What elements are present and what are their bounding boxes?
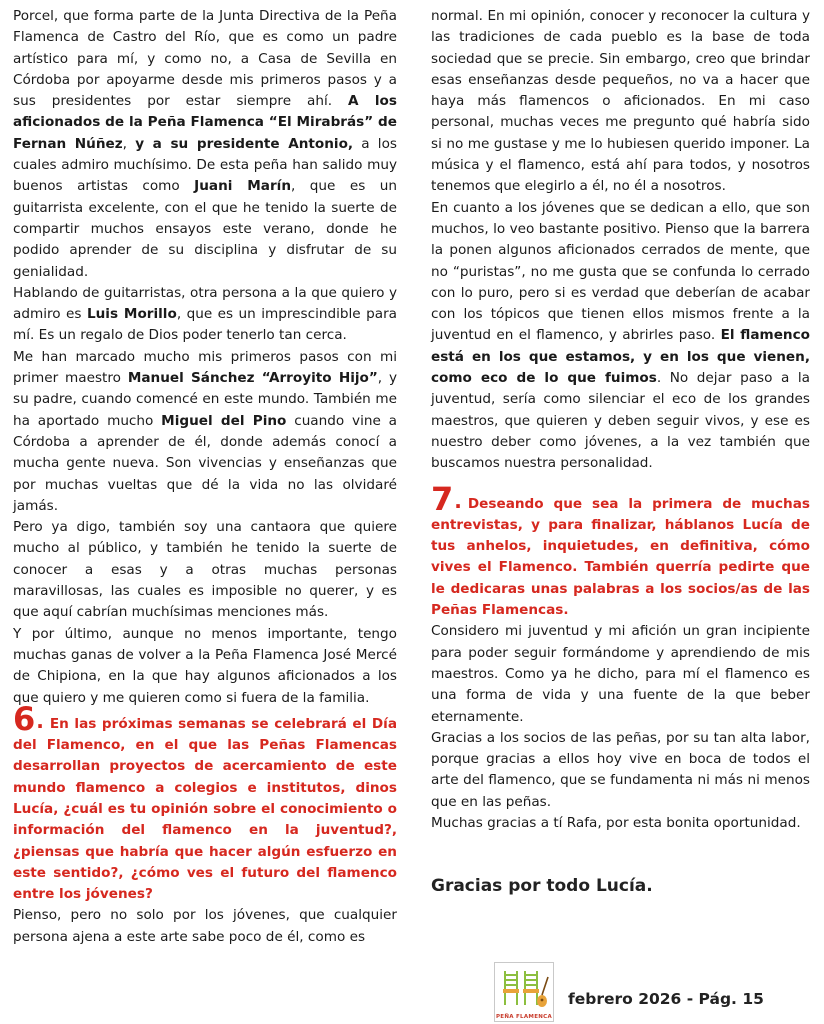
- pena-flamenca-logo: [494, 962, 554, 1022]
- bold-mention: A los aficionados de la Peña Flamenca “El Mirabrás” de Fernan Núñez: [13, 93, 397, 152]
- answer-7-paragraph-3: Muchas gracias a tí Rafa, por esta bonita oportunidad.: [431, 814, 801, 831]
- bold-mention: Luis Morillo: [86, 306, 177, 323]
- bold-mention: y a su presidente Antonio,: [135, 135, 354, 152]
- bold-quote: El flamenco está en los que estamos, y en los que vienen, como eco de lo que fuimos: [431, 327, 810, 387]
- paragraph-2: En cuanto a los jóvenes que se dedican a ello, que son muchos, lo veo bastante positivo. Pienso que la barrera la ponen algunos aficionados cerrados de mente, que no “puristas”, no me gusta que se confunda lo cerrado con lo puro, pero si es verdad que deberían de acabar con los tópicos que tienen ellos mismos frente a la juventud en el flamenco, y abrirles paso. El flamenco está en los que estamos, y en los que vienen, como eco de lo que fuimos. No dejar paso a la juventud, sería como silenciar el eco de los grandes maestros, que quieren y deben seguir vivos, y ese es nuestro deber como jóvenes, a la vez también que buscamos nuestra personalidad.: [431, 199, 810, 472]
- paragraph-1: Porcel, que forma parte de la Junta Directiva de la Peña Flamenca de Castro del Río, que es como un padre artístico para mí, y como no, a Casa de Sevilla en Córdoba por apoyarme desde mis primeros pasos y a sus presidentes por estar siempre ahí. A los aficionados de la Peña Flamenca “El Mirabrás” de Fernan Núñez, y a su presidente Antonio, a los cuales admiro muchísimo. De esta peña han salido muy buenos artistas como Juani Marín, que es un guitarrista excelente, con el que he tenido la suerte de compartir muchos ensayos este verano, donde he podido aprender de su disciplina y disfrutar de su genialidad.: [13, 8, 397, 280]
- paragraph-1: normal. En mi opinión, conocer y reconocer la cultura y las tradiciones de cada pueblo es la base de toda sociedad que se precie. Sin embargo, creo que brindar esas enseñanzas desde pequeños, no va a hacer que haya más flamencos o aficionados. En mi caso personal, muchas veces me pregunto qué habría sido si no me gustase y me lo hubiesen querido imponer. La música y el flamenco, está ahí para todos, y nosotros tenemos que elegirlo a él, no él a nosotros.: [431, 8, 810, 195]
- left-column: [13, 6, 397, 948]
- paragraph-4: Pero ya digo, también soy una cantaora que quiere mucho al público, y también he tenido la suerte de conocer a esas y a otras muchas personas maravillosas, las cuales es imposible no querer, y es que aquí cabrían muchísimas menciones más.: [13, 519, 397, 621]
- question-number: 7: [431, 479, 453, 518]
- bold-mention: Miguel del Pino: [161, 412, 287, 429]
- question-7: 7 . Deseando que sea la primera de muchas entrevistas, y para finalizar, háblanos Lucía de tus anhelos, inquietudes, en definitiva, cómo vives el Flamenco. También querría pedirte que le dedicaras unas palabras a los socios/as de las Peñas Flamencas.: [431, 479, 810, 619]
- answer-7-paragraph-1: Considero mi juventud y mi afición un gran incipiente para poder seguir formándome y aprendiendo de mis maestros. Como ya he dicho, para mí el flamenco es una forma de vida y una fuente de la que beber eternamente.: [431, 623, 810, 725]
- right-column: [431, 6, 810, 834]
- answer-7-paragraph-2: Gracias a los socios de las peñas, por su tan alta labor, porque gracias a ellos hoy vive en boca de todos el arte del flamenco, que se fundamenta ni más ni menos que en las peñas.: [431, 729, 810, 810]
- paragraph-5: Y por último, aunque no menos importante, tengo muchas ganas de volver a la Peña Flamenca José Mercé de Chipiona, en la que hay algunos aficionados a los que quiero y me quieren como si fuera de la familia.: [13, 625, 397, 706]
- paragraph-3: Me han marcado mucho mis primeros pasos con mi primer maestro Manuel Sánchez “Arroyito Hijo”, y su padre, cuando comencé en este mundo. También me ha aportado mucho Miguel del Pino cuando vine a Córdoba a aprender de él, donde además conocí a mucha gente nueva. Son vivencias y enseñanzas que por muchas vueltas que dé la vida no las olvidaré jamás.: [13, 348, 397, 514]
- page-footer-label: febrero 2026 - Pág. 15: [568, 990, 764, 1008]
- answer-6: Pienso, pero no solo por los jóvenes, que cualquier persona ajena a este arte sabe poco de él, como es: [13, 907, 397, 945]
- paragraph-2: Hablando de guitarristas, otra persona a la que quiero y admiro es Luis Morillo, que es un imprescindible para mí. Es un regalo de Dios poder tenerlo tan cerca.: [13, 284, 397, 344]
- question-text: Deseando que sea la primera de muchas entrevistas, y para finalizar, háblanos Lucía de tus anhelos, inquietudes, en definitiva, cómo vives el Flamenco. También querría pedirte que le dedicaras unas palabras a los socios/as de las Peñas Flamencas.: [431, 495, 810, 619]
- bold-mention: Juani Marín: [194, 178, 292, 195]
- question-text: En las próximas semanas se celebrará el Día del Flamenco, en el que las Peñas Flamencas desarrollan proyectos de acercamiento de este mundo flamenco a colegios e institutos, dinos Lucía, ¿cuál es tu opinión sobre el conocimiento o información del flamenco en la juventud?, ¿piensas que habría que hacer algún esfuerzo en este sentido?, ¿cómo ves el futuro del flamenco entre los jóvenes?: [13, 715, 397, 903]
- bold-mention: Manuel Sánchez “Arroyito Hijo”: [127, 370, 378, 387]
- logo-caption: PEÑA FLAMENCA: [495, 1014, 553, 1020]
- chairs-guitar-icon: [495, 963, 553, 1011]
- closing-thanks: Gracias por todo Lucía.: [431, 876, 653, 896]
- question-6: 6 . En las próximas semanas se celebrará el Día del Flamenco, en el que las Peñas Flamencas desarrollan proyectos de acercamiento de este mundo flamenco a colegios e institutos, dinos Lucía, ¿cuál es tu opinión sobre el conocimiento o información del flamenco en la juventud?, ¿piensas que habría que hacer algún esfuerzo en este sentido?, ¿cómo ves el futuro del flamenco entre los jóvenes?: [13, 699, 397, 903]
- question-number: 6: [13, 699, 35, 738]
